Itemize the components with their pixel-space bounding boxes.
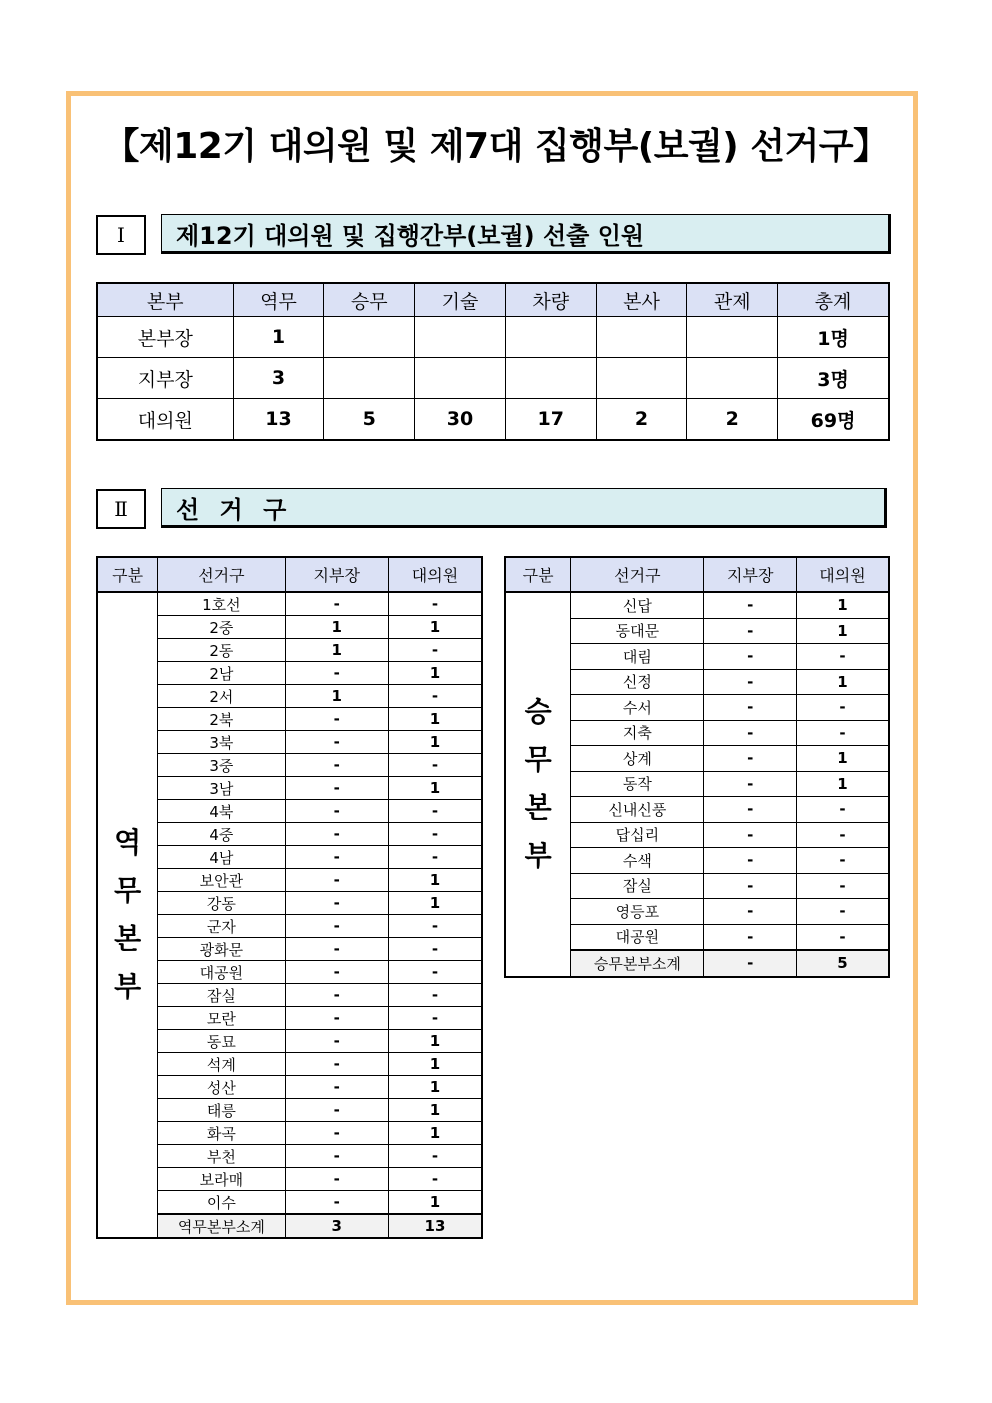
delegate-count: - bbox=[796, 848, 889, 874]
summary-cell bbox=[415, 358, 506, 399]
district-name: 2남 bbox=[158, 662, 285, 685]
district-name: 모란 bbox=[158, 1007, 285, 1030]
summary-cell: 17 bbox=[505, 399, 596, 441]
delegate-count: - bbox=[388, 685, 482, 708]
subtotal-delegate: 5 bbox=[796, 950, 889, 977]
summary-column-header: 본사 bbox=[596, 283, 687, 317]
branch-chief-count: - bbox=[704, 848, 797, 874]
delegate-count: 1 bbox=[388, 1099, 482, 1122]
delegate-count: - bbox=[796, 822, 889, 848]
district-name: 1호선 bbox=[158, 592, 285, 616]
summary-cell: 1명 bbox=[778, 317, 889, 358]
summary-cell: 3 bbox=[233, 358, 324, 399]
summary-cell: 5 bbox=[324, 399, 415, 441]
district-name: 보안관 bbox=[158, 869, 285, 892]
delegate-count: - bbox=[796, 644, 889, 670]
district-group-label: 역 무 본 부 bbox=[97, 592, 158, 1238]
delegate-count: - bbox=[388, 984, 482, 1007]
district-name: 군자 bbox=[158, 915, 285, 938]
delegate-count: 1 bbox=[388, 1030, 482, 1053]
summary-cell: 2 bbox=[596, 399, 687, 441]
district-name: 동작 bbox=[571, 771, 704, 797]
summary-column-header: 관제 bbox=[687, 283, 778, 317]
delegate-count: 1 bbox=[796, 746, 889, 772]
branch-chief-count: - bbox=[285, 892, 388, 915]
delegate-count: - bbox=[388, 754, 482, 777]
district-name: 상계 bbox=[571, 746, 704, 772]
delegate-count: 1 bbox=[388, 1122, 482, 1145]
summary-column-header: 총계 bbox=[778, 283, 889, 317]
summary-header-row bbox=[97, 283, 889, 317]
delegate-count: 1 bbox=[388, 731, 482, 754]
summary-cell bbox=[687, 358, 778, 399]
branch-chief-count: - bbox=[704, 797, 797, 823]
delegate-count: - bbox=[388, 961, 482, 984]
district-name: 신답 bbox=[571, 592, 704, 618]
delegate-count: - bbox=[388, 846, 482, 869]
delegate-count: 1 bbox=[388, 708, 482, 731]
summary-cell bbox=[596, 317, 687, 358]
district-group-label: 승 무 본 부 bbox=[505, 592, 571, 977]
branch-chief-count: - bbox=[704, 899, 797, 925]
delegate-count: - bbox=[796, 873, 889, 899]
delegate-count: - bbox=[388, 938, 482, 961]
district-name: 신내신풍 bbox=[571, 797, 704, 823]
delegate-count: - bbox=[796, 797, 889, 823]
district-name: 3남 bbox=[158, 777, 285, 800]
summary-column-header: 본부 bbox=[97, 283, 233, 317]
district-column-header: 선거구 bbox=[158, 557, 285, 592]
branch-chief-count: 1 bbox=[285, 616, 388, 639]
district-name: 2동 bbox=[158, 639, 285, 662]
section-2-number: Ⅱ bbox=[96, 489, 146, 529]
branch-chief-count: 1 bbox=[285, 685, 388, 708]
delegate-count: 1 bbox=[388, 1053, 482, 1076]
delegate-count: 1 bbox=[796, 618, 889, 644]
branch-chief-count: - bbox=[285, 1099, 388, 1122]
section-1-number: Ⅰ bbox=[96, 215, 146, 255]
summary-row bbox=[97, 317, 889, 358]
branch-chief-count: - bbox=[704, 873, 797, 899]
delegate-count: 1 bbox=[388, 892, 482, 915]
summary-cell: 2 bbox=[687, 399, 778, 441]
summary-cell: 13 bbox=[233, 399, 324, 441]
section-2-heading: 선 거 구 bbox=[161, 488, 887, 528]
summary-row-label: 본부장 bbox=[97, 317, 233, 358]
branch-chief-count: - bbox=[285, 1030, 388, 1053]
summary-cell: 3명 bbox=[778, 358, 889, 399]
branch-chief-count: - bbox=[704, 771, 797, 797]
delegate-count: - bbox=[388, 1007, 482, 1030]
district-name: 잠실 bbox=[158, 984, 285, 1007]
district-column-header: 지부장 bbox=[704, 557, 797, 592]
district-name: 2북 bbox=[158, 708, 285, 731]
district-header-row bbox=[505, 557, 889, 592]
district-name: 대공원 bbox=[571, 924, 704, 950]
summary-cell: 1 bbox=[233, 317, 324, 358]
district-name: 2서 bbox=[158, 685, 285, 708]
district-name: 3북 bbox=[158, 731, 285, 754]
summary-table bbox=[96, 282, 890, 441]
summary-cell bbox=[687, 317, 778, 358]
delegate-count: - bbox=[388, 823, 482, 846]
branch-chief-count: - bbox=[285, 823, 388, 846]
delegate-count: - bbox=[388, 800, 482, 823]
summary-cell: 30 bbox=[415, 399, 506, 441]
delegate-count: - bbox=[388, 1145, 482, 1168]
district-name: 수서 bbox=[571, 695, 704, 721]
district-name: 강동 bbox=[158, 892, 285, 915]
delegate-count: 1 bbox=[388, 662, 482, 685]
district-name: 석계 bbox=[158, 1053, 285, 1076]
delegate-count: - bbox=[796, 695, 889, 721]
delegate-count: 1 bbox=[796, 669, 889, 695]
branch-chief-count: - bbox=[285, 1053, 388, 1076]
delegate-count: - bbox=[388, 592, 482, 616]
district-name: 4남 bbox=[158, 846, 285, 869]
summary-column-header: 기술 bbox=[415, 283, 506, 317]
district-name: 대공원 bbox=[158, 961, 285, 984]
summary-row-label: 대의원 bbox=[97, 399, 233, 441]
summary-cell bbox=[596, 358, 687, 399]
branch-chief-count: - bbox=[285, 1191, 388, 1215]
district-name: 동대문 bbox=[571, 618, 704, 644]
delegate-count: 1 bbox=[388, 869, 482, 892]
district-row bbox=[97, 592, 482, 616]
district-name: 광화문 bbox=[158, 938, 285, 961]
district-header-row bbox=[97, 557, 482, 592]
branch-chief-count: - bbox=[285, 915, 388, 938]
summary-column-header: 역무 bbox=[233, 283, 324, 317]
district-table-crew bbox=[504, 556, 890, 978]
branch-chief-count: - bbox=[285, 1122, 388, 1145]
district-name: 보라매 bbox=[158, 1168, 285, 1191]
summary-column-header: 차량 bbox=[505, 283, 596, 317]
summary-row bbox=[97, 358, 889, 399]
branch-chief-count: - bbox=[285, 869, 388, 892]
delegate-count: - bbox=[388, 915, 482, 938]
delegate-count: - bbox=[796, 720, 889, 746]
branch-chief-count: - bbox=[285, 846, 388, 869]
branch-chief-count: - bbox=[704, 695, 797, 721]
district-name: 이수 bbox=[158, 1191, 285, 1215]
district-column-header: 대의원 bbox=[388, 557, 482, 592]
district-name: 화곡 bbox=[158, 1122, 285, 1145]
district-name: 답십리 bbox=[571, 822, 704, 848]
district-name: 태릉 bbox=[158, 1099, 285, 1122]
branch-chief-count: - bbox=[285, 731, 388, 754]
delegate-count: - bbox=[388, 1168, 482, 1191]
section-1-heading: 제12기 대의원 및 집행간부(보궐) 선출 인원 bbox=[161, 214, 891, 254]
branch-chief-count: - bbox=[285, 708, 388, 731]
delegate-count: - bbox=[796, 899, 889, 925]
district-name: 신정 bbox=[571, 669, 704, 695]
summary-cell bbox=[505, 358, 596, 399]
subtotal-delegate: 13 bbox=[388, 1214, 482, 1238]
delegate-count: - bbox=[796, 924, 889, 950]
district-name: 대림 bbox=[571, 644, 704, 670]
branch-chief-count: - bbox=[285, 1145, 388, 1168]
district-column-header: 구분 bbox=[97, 557, 158, 592]
branch-chief-count: - bbox=[285, 1007, 388, 1030]
district-column-header: 지부장 bbox=[285, 557, 388, 592]
district-name: 동묘 bbox=[158, 1030, 285, 1053]
branch-chief-count: - bbox=[704, 669, 797, 695]
delegate-count: - bbox=[388, 639, 482, 662]
branch-chief-count: - bbox=[704, 592, 797, 618]
summary-row-label: 지부장 bbox=[97, 358, 233, 399]
district-name: 4북 bbox=[158, 800, 285, 823]
district-name: 성산 bbox=[158, 1076, 285, 1099]
branch-chief-count: - bbox=[285, 592, 388, 616]
branch-chief-count: - bbox=[285, 938, 388, 961]
district-table-station bbox=[96, 556, 483, 1239]
branch-chief-count: - bbox=[285, 754, 388, 777]
district-column-header: 대의원 bbox=[796, 557, 889, 592]
summary-cell: 69명 bbox=[778, 399, 889, 441]
branch-chief-count: - bbox=[285, 961, 388, 984]
branch-chief-count: - bbox=[285, 984, 388, 1007]
summary-cell bbox=[324, 358, 415, 399]
district-name: 부천 bbox=[158, 1145, 285, 1168]
subtotal-branch-chief: - bbox=[704, 950, 797, 977]
branch-chief-count: 1 bbox=[285, 639, 388, 662]
branch-chief-count: - bbox=[704, 644, 797, 670]
branch-chief-count: - bbox=[704, 746, 797, 772]
delegate-count: 1 bbox=[388, 616, 482, 639]
branch-chief-count: - bbox=[704, 618, 797, 644]
district-name: 수색 bbox=[571, 848, 704, 874]
delegate-count: 1 bbox=[796, 592, 889, 618]
branch-chief-count: - bbox=[704, 924, 797, 950]
summary-cell bbox=[415, 317, 506, 358]
district-name: 지축 bbox=[571, 720, 704, 746]
district-name: 영등포 bbox=[571, 899, 704, 925]
branch-chief-count: - bbox=[285, 800, 388, 823]
subtotal-branch-chief: 3 bbox=[285, 1214, 388, 1238]
district-name: 3중 bbox=[158, 754, 285, 777]
summary-cell bbox=[505, 317, 596, 358]
branch-chief-count: - bbox=[285, 662, 388, 685]
branch-chief-count: - bbox=[285, 1168, 388, 1191]
subtotal-label: 역무본부소계 bbox=[158, 1214, 285, 1238]
page-title: 【제12기 대의원 및 제7대 집행부(보궐) 선거구】 bbox=[103, 126, 889, 167]
summary-cell bbox=[324, 317, 415, 358]
district-column-header: 구분 bbox=[505, 557, 571, 592]
branch-chief-count: - bbox=[704, 720, 797, 746]
branch-chief-count: - bbox=[285, 777, 388, 800]
district-column-header: 선거구 bbox=[571, 557, 704, 592]
summary-column-header: 승무 bbox=[324, 283, 415, 317]
delegate-count: 1 bbox=[388, 1191, 482, 1215]
delegate-count: 1 bbox=[796, 771, 889, 797]
delegate-count: 1 bbox=[388, 777, 482, 800]
subtotal-label: 승무본부소계 bbox=[571, 950, 704, 977]
branch-chief-count: - bbox=[704, 822, 797, 848]
delegate-count: 1 bbox=[388, 1076, 482, 1099]
district-name: 2중 bbox=[158, 616, 285, 639]
district-row bbox=[505, 592, 889, 618]
district-name: 4중 bbox=[158, 823, 285, 846]
branch-chief-count: - bbox=[285, 1076, 388, 1099]
district-name: 잠실 bbox=[571, 873, 704, 899]
summary-row bbox=[97, 399, 889, 441]
